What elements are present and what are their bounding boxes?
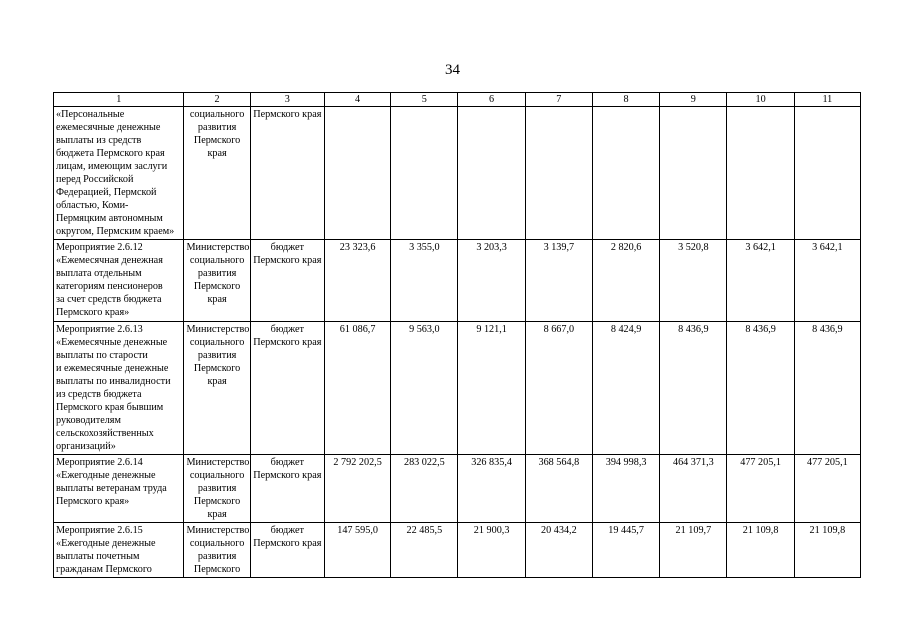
cell-line: социального bbox=[189, 255, 245, 266]
column-header: 2 bbox=[184, 93, 250, 107]
cell-line: областью, Коми- bbox=[56, 200, 129, 211]
cell-line: «Персональные bbox=[56, 109, 125, 120]
cell-line: выплаты почетным bbox=[56, 551, 140, 562]
cell-line: бюджет bbox=[270, 457, 305, 468]
cell-line: Мероприятие 2.6.15 bbox=[56, 525, 143, 536]
value-cell: 20 434,2 bbox=[525, 523, 592, 578]
cell-line: гражданам Пермского bbox=[56, 564, 152, 575]
value-cell: 8 436,9 bbox=[660, 322, 727, 455]
funding-source-cell bbox=[250, 322, 324, 455]
table-row bbox=[54, 322, 861, 455]
cell-line: социального bbox=[189, 470, 245, 481]
cell-line: выплаты ветеранам труда bbox=[56, 483, 167, 494]
executor-cell bbox=[184, 455, 250, 523]
value-cell: 3 520,8 bbox=[660, 240, 727, 322]
cell-line: Пермского края bbox=[253, 337, 322, 348]
value-cell: 147 595,0 bbox=[324, 523, 390, 578]
cell-line: края bbox=[207, 294, 227, 305]
table-row bbox=[54, 523, 861, 578]
cell-line: Мероприятие 2.6.14 bbox=[56, 457, 143, 468]
cell-line: Пермского края bbox=[253, 109, 322, 120]
executor-cell bbox=[184, 240, 250, 322]
cell-line: выплаты по инвалидности bbox=[56, 376, 171, 387]
cell-line: Мероприятие 2.6.12 bbox=[56, 242, 143, 253]
value-cell: 477 205,1 bbox=[727, 455, 794, 523]
column-header: 3 bbox=[250, 93, 324, 107]
cell-line: Министерство bbox=[186, 324, 250, 335]
value-cell: 283 022,5 bbox=[391, 455, 458, 523]
cell-line: за счет средств бюджета bbox=[56, 294, 162, 305]
cell-line: Министерство bbox=[186, 242, 250, 253]
cell-line: социального bbox=[189, 109, 245, 120]
cell-line: Пермского края» bbox=[56, 307, 130, 318]
executor-cell bbox=[184, 107, 250, 240]
table-row bbox=[54, 455, 861, 523]
cell-line: Мероприятие 2.6.13 bbox=[56, 324, 143, 335]
value-cell: 3 642,1 bbox=[727, 240, 794, 322]
cell-line: бюджета Пермского края bbox=[56, 148, 165, 159]
cell-line: выплаты из средств bbox=[56, 135, 142, 146]
column-header: 7 bbox=[525, 93, 592, 107]
funding-source-cell bbox=[250, 523, 324, 578]
cell-line: развития bbox=[197, 350, 237, 361]
column-header: 10 bbox=[727, 93, 794, 107]
value-cell: 3 642,1 bbox=[794, 240, 860, 322]
cell-line: «Ежегодные денежные bbox=[56, 538, 156, 549]
budget-table bbox=[53, 92, 861, 578]
cell-line: Пермского края bbox=[253, 255, 322, 266]
cell-line: бюджет bbox=[270, 525, 305, 536]
cell-line: бюджет bbox=[270, 242, 305, 253]
cell-line: развития bbox=[197, 483, 237, 494]
cell-line: Пермского края бывшим bbox=[56, 402, 164, 413]
cell-line: Пермского края» bbox=[56, 496, 130, 507]
activity-name-cell bbox=[54, 322, 184, 455]
value-cell: 3 203,3 bbox=[458, 240, 525, 322]
value-cell: 3 139,7 bbox=[525, 240, 592, 322]
cell-line: Министерство bbox=[186, 457, 250, 468]
cell-line: развития bbox=[197, 268, 237, 279]
executor-cell bbox=[184, 523, 250, 578]
activity-name-cell bbox=[54, 455, 184, 523]
cell-line: округом, Пермским краем» bbox=[56, 226, 175, 237]
value-cell: 61 086,7 bbox=[324, 322, 390, 455]
value-cell: 8 667,0 bbox=[525, 322, 592, 455]
column-header: 6 bbox=[458, 93, 525, 107]
cell-line: развития bbox=[197, 122, 237, 133]
value-cell bbox=[794, 107, 860, 240]
value-cell: 326 835,4 bbox=[458, 455, 525, 523]
value-cell: 8 436,9 bbox=[794, 322, 860, 455]
cell-line: края bbox=[207, 148, 227, 159]
value-cell bbox=[324, 107, 390, 240]
value-cell: 8 436,9 bbox=[727, 322, 794, 455]
cell-line: Пермского bbox=[193, 281, 241, 292]
cell-line: развития bbox=[197, 551, 237, 562]
cell-line: Пермского bbox=[193, 135, 241, 146]
funding-source-cell bbox=[250, 240, 324, 322]
cell-line: организаций» bbox=[56, 441, 116, 452]
value-cell: 21 109,7 bbox=[660, 523, 727, 578]
cell-line: перед Российской bbox=[56, 174, 134, 185]
activity-name-cell bbox=[54, 107, 184, 240]
value-cell: 22 485,5 bbox=[391, 523, 458, 578]
activity-name-cell bbox=[54, 523, 184, 578]
value-cell: 21 109,8 bbox=[727, 523, 794, 578]
cell-line: и ежемесячные денежные bbox=[56, 363, 169, 374]
funding-source-cell bbox=[250, 107, 324, 240]
cell-line: ежемесячные денежные bbox=[56, 122, 161, 133]
cell-line: категориям пенсионеров bbox=[56, 281, 163, 292]
cell-line: лицам, имеющим заслуги bbox=[56, 161, 168, 172]
column-header: 11 bbox=[794, 93, 860, 107]
cell-line: Пермяцким автономным bbox=[56, 213, 163, 224]
cell-line: Пермского края bbox=[253, 538, 322, 549]
cell-line: Пермского bbox=[193, 564, 241, 575]
cell-line: выплата отдельным bbox=[56, 268, 142, 279]
value-cell: 2 820,6 bbox=[592, 240, 659, 322]
value-cell bbox=[660, 107, 727, 240]
value-cell: 21 900,3 bbox=[458, 523, 525, 578]
funding-source-cell bbox=[250, 455, 324, 523]
cell-line: Пермского края bbox=[253, 470, 322, 481]
value-cell: 464 371,3 bbox=[660, 455, 727, 523]
column-header: 5 bbox=[391, 93, 458, 107]
value-cell: 23 323,6 bbox=[324, 240, 390, 322]
column-header: 1 bbox=[54, 93, 184, 107]
value-cell: 477 205,1 bbox=[794, 455, 860, 523]
activity-name-cell bbox=[54, 240, 184, 322]
cell-line: социального bbox=[189, 337, 245, 348]
value-cell: 8 424,9 bbox=[592, 322, 659, 455]
table-row bbox=[54, 240, 861, 322]
value-cell: 2 792 202,5 bbox=[324, 455, 390, 523]
cell-line: Федерацией, Пермской bbox=[56, 187, 157, 198]
value-cell bbox=[727, 107, 794, 240]
value-cell: 21 109,8 bbox=[794, 523, 860, 578]
executor-cell bbox=[184, 322, 250, 455]
cell-line: бюджет bbox=[270, 324, 305, 335]
column-header: 9 bbox=[660, 93, 727, 107]
value-cell: 9 563,0 bbox=[391, 322, 458, 455]
value-cell bbox=[391, 107, 458, 240]
cell-line: края bbox=[207, 509, 227, 520]
cell-line: социального bbox=[189, 538, 245, 549]
cell-line: Министерство bbox=[186, 525, 250, 536]
column-header: 8 bbox=[592, 93, 659, 107]
cell-line: «Ежемесячная денежная bbox=[56, 255, 163, 266]
value-cell bbox=[525, 107, 592, 240]
value-cell: 394 998,3 bbox=[592, 455, 659, 523]
value-cell: 368 564,8 bbox=[525, 455, 592, 523]
cell-line: Пермского bbox=[193, 496, 241, 507]
value-cell bbox=[592, 107, 659, 240]
cell-line: сельскохозяйственных bbox=[56, 428, 154, 439]
value-cell: 3 355,0 bbox=[391, 240, 458, 322]
table-row bbox=[54, 107, 861, 240]
page-number: 34 bbox=[445, 62, 460, 78]
value-cell: 19 445,7 bbox=[592, 523, 659, 578]
cell-line: Пермского bbox=[193, 363, 241, 374]
cell-line: «Ежемесячные денежные bbox=[56, 337, 168, 348]
value-cell: 9 121,1 bbox=[458, 322, 525, 455]
column-header: 4 bbox=[324, 93, 390, 107]
cell-line: из средств бюджета bbox=[56, 389, 142, 400]
value-cell bbox=[458, 107, 525, 240]
header-row bbox=[54, 93, 861, 107]
cell-line: руководителям bbox=[56, 415, 121, 426]
cell-line: выплаты по старости bbox=[56, 350, 148, 361]
cell-line: края bbox=[207, 376, 227, 387]
cell-line: «Ежегодные денежные bbox=[56, 470, 156, 481]
